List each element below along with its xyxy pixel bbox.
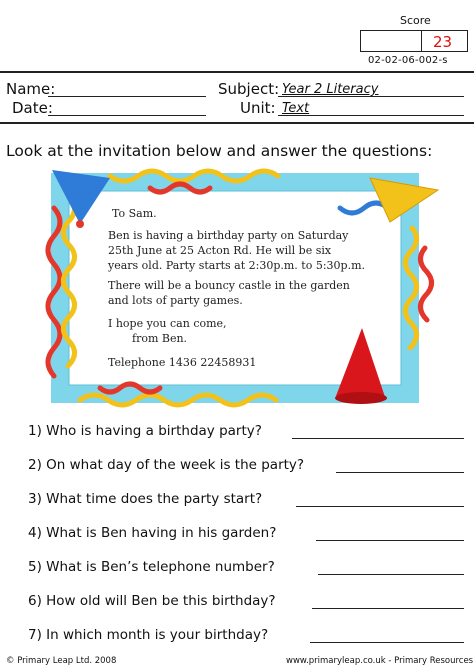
invite-line-7: from Ben. bbox=[132, 332, 188, 345]
question-5: 5) What is Ben’s telephone number? bbox=[28, 559, 275, 575]
score-box-divider bbox=[421, 31, 422, 51]
answer-line-7[interactable] bbox=[310, 642, 464, 643]
footer-copyright: © Primary Leap Ltd. 2008 bbox=[6, 656, 117, 666]
name-field[interactable] bbox=[48, 96, 206, 97]
invite-line-4: There will be a bouncy castle in the garden bbox=[108, 279, 350, 292]
invite-line-6: I hope you can come, bbox=[108, 317, 227, 330]
invite-line-1: Ben is having a birthday party on Saturday bbox=[108, 229, 349, 242]
streamer-mid-right bbox=[340, 203, 388, 213]
subject-label: Subject: bbox=[218, 80, 280, 98]
subject-line bbox=[278, 96, 464, 97]
answer-line-4[interactable] bbox=[316, 540, 464, 541]
unit-label: Unit: bbox=[240, 99, 276, 117]
header-top-rule bbox=[0, 71, 474, 73]
red-hat-rim bbox=[335, 392, 387, 404]
unit-line bbox=[278, 115, 464, 116]
answer-line-3[interactable] bbox=[296, 506, 464, 507]
answer-line-6[interactable] bbox=[312, 608, 464, 609]
name-label: Name: bbox=[6, 80, 56, 98]
date-label: Date: bbox=[12, 99, 53, 117]
question-4: 4) What is Ben having in his garden? bbox=[28, 525, 277, 541]
streamer-right-red bbox=[420, 248, 431, 320]
question-7: 7) In which month is your birthday? bbox=[28, 627, 269, 643]
red-party-hat-icon bbox=[336, 328, 386, 400]
header-bottom-rule bbox=[0, 122, 474, 124]
subject-value: Year 2 Literacy bbox=[282, 82, 379, 97]
invite-line-2: 25th June at 25 Acton Rd. He will be six bbox=[108, 244, 332, 257]
instructions: Look at the invitation below and answer the questions: bbox=[6, 142, 433, 160]
answer-line-2[interactable] bbox=[336, 472, 464, 473]
answer-line-5[interactable] bbox=[318, 574, 464, 575]
unit-value: Text bbox=[282, 101, 310, 116]
worksheet-code: 02-02-06-002-s bbox=[368, 55, 448, 66]
blue-hat-pompom bbox=[76, 220, 84, 228]
score-label: Score bbox=[400, 14, 431, 27]
question-1: 1) Who is having a birthday party? bbox=[28, 423, 262, 439]
score-box bbox=[360, 30, 468, 52]
answer-line-1[interactable] bbox=[292, 438, 464, 439]
invite-line-3: years old. Party starts at 2:30p.m. to 5:30p.m. bbox=[108, 259, 366, 272]
invite-line-5: and lots of party games. bbox=[108, 294, 243, 307]
date-field[interactable] bbox=[48, 115, 206, 116]
score-value: 23 bbox=[433, 33, 453, 51]
invite-telephone: Telephone 1436 22458931 bbox=[108, 356, 257, 369]
question-3: 3) What time does the party start? bbox=[28, 491, 263, 507]
question-2: 2) On what day of the week is the party? bbox=[28, 457, 305, 473]
footer-website: www.primaryleap.co.uk - Primary Resources bbox=[286, 656, 474, 666]
invite-greeting: To Sam. bbox=[112, 207, 157, 220]
question-6: 6) How old will Ben be this birthday? bbox=[28, 593, 276, 609]
